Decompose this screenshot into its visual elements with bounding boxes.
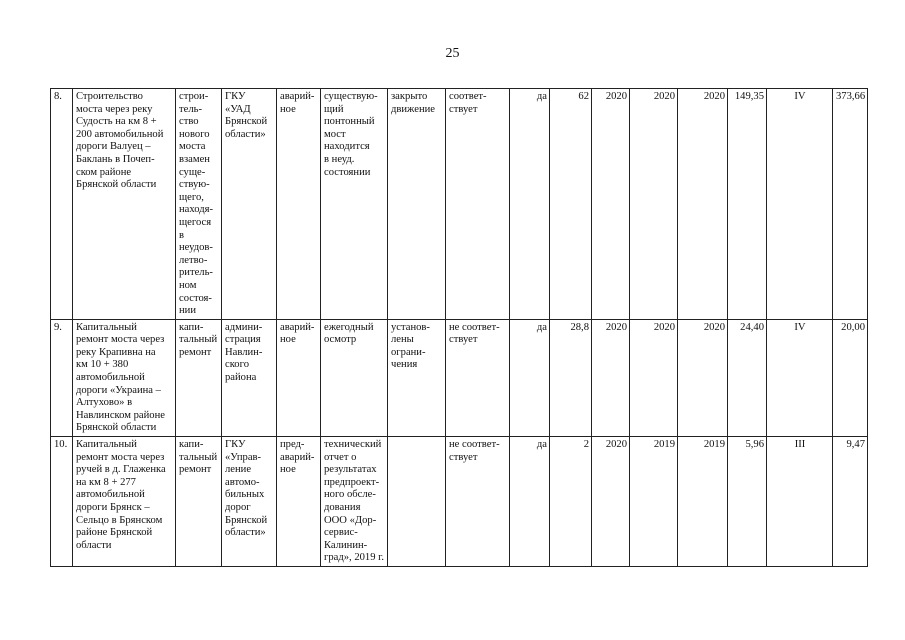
work-type-cell: капи- тальный ремонт	[176, 319, 222, 436]
year-c-cell: 2020	[678, 89, 728, 320]
page-number: 25	[445, 46, 460, 61]
condition-cell: аварий- ное	[277, 319, 321, 436]
length-cell: 28,8	[550, 319, 592, 436]
value-b-cell: 373,66	[833, 89, 868, 320]
category-cell: IV	[767, 319, 833, 436]
value-b-cell: 20,00	[833, 319, 868, 436]
row-number-cell: 10.	[51, 437, 73, 567]
length-cell: 62	[550, 89, 592, 320]
value-a-cell: 5,96	[728, 437, 767, 567]
flag-cell: да	[510, 437, 550, 567]
work-type-cell: строи- тель- ство нового моста взамен суще- ствую- щего, находя- щегося в неудов- летво- ритель- ном состоя- нии	[176, 89, 222, 320]
year-b-cell: 2020	[630, 89, 678, 320]
row-number-cell: 8.	[51, 89, 73, 320]
restriction-cell	[388, 437, 446, 567]
year-b-cell: 2019	[630, 437, 678, 567]
restriction-cell: установ- лены ограни- чения	[388, 319, 446, 436]
table-row	[51, 437, 868, 567]
compliance-cell: соответ- ствует	[446, 89, 510, 320]
basis-cell: технический отчет о результатах предпроект- ного обсле- дования ООО «Дор- сервис- Калинин- град», 2019 г.	[321, 437, 388, 567]
flag-cell: да	[510, 319, 550, 436]
value-b-cell: 9,47	[833, 437, 868, 567]
year-b-cell: 2020	[630, 319, 678, 436]
year-a-cell: 2020	[592, 437, 630, 567]
basis-cell: ежегодный осмотр	[321, 319, 388, 436]
year-a-cell: 2020	[592, 319, 630, 436]
compliance-cell: не соответ- ствует	[446, 319, 510, 436]
value-a-cell: 149,35	[728, 89, 767, 320]
row-number-cell: 9.	[51, 319, 73, 436]
condition-cell: аварий- ное	[277, 89, 321, 320]
table-row	[51, 319, 868, 436]
owner-cell: админи- страция Навлин- ского района	[222, 319, 277, 436]
category-cell: IV	[767, 89, 833, 320]
basis-cell: существую- щий понтонный мост находится в неуд. состоянии	[321, 89, 388, 320]
year-a-cell: 2020	[592, 89, 630, 320]
length-cell: 2	[550, 437, 592, 567]
flag-cell: да	[510, 89, 550, 320]
bridge-works-table	[50, 88, 868, 567]
object-name-cell: Капитальный ремонт моста через ручей в д. Глаженка на км 8 + 277 автомобильной дороги Брянск – Сельцо в Брянском районе Брянской области	[73, 437, 176, 567]
year-c-cell: 2019	[678, 437, 728, 567]
value-a-cell: 24,40	[728, 319, 767, 436]
condition-cell: пред- аварий- ное	[277, 437, 321, 567]
owner-cell: ГКУ «УАД Брянской области»	[222, 89, 277, 320]
year-c-cell: 2020	[678, 319, 728, 436]
work-type-cell: капи- тальный ремонт	[176, 437, 222, 567]
object-name-cell: Строительство моста через реку Судость на км 8 + 200 автомобильной дороги Валуец – Баклань в Почеп- ском районе Брянской области	[73, 89, 176, 320]
category-cell: III	[767, 437, 833, 567]
table-row	[51, 89, 868, 320]
compliance-cell: не соответ- ствует	[446, 437, 510, 567]
owner-cell: ГКУ «Управ- ление автомо- бильных дорог Брянской области»	[222, 437, 277, 567]
object-name-cell: Капитальный ремонт моста через реку Крапивна на км 10 + 380 автомобильной дороги «Украина – Алтухово» в Навлинском районе Брянской области	[73, 319, 176, 436]
restriction-cell: закрыто движение	[388, 89, 446, 320]
